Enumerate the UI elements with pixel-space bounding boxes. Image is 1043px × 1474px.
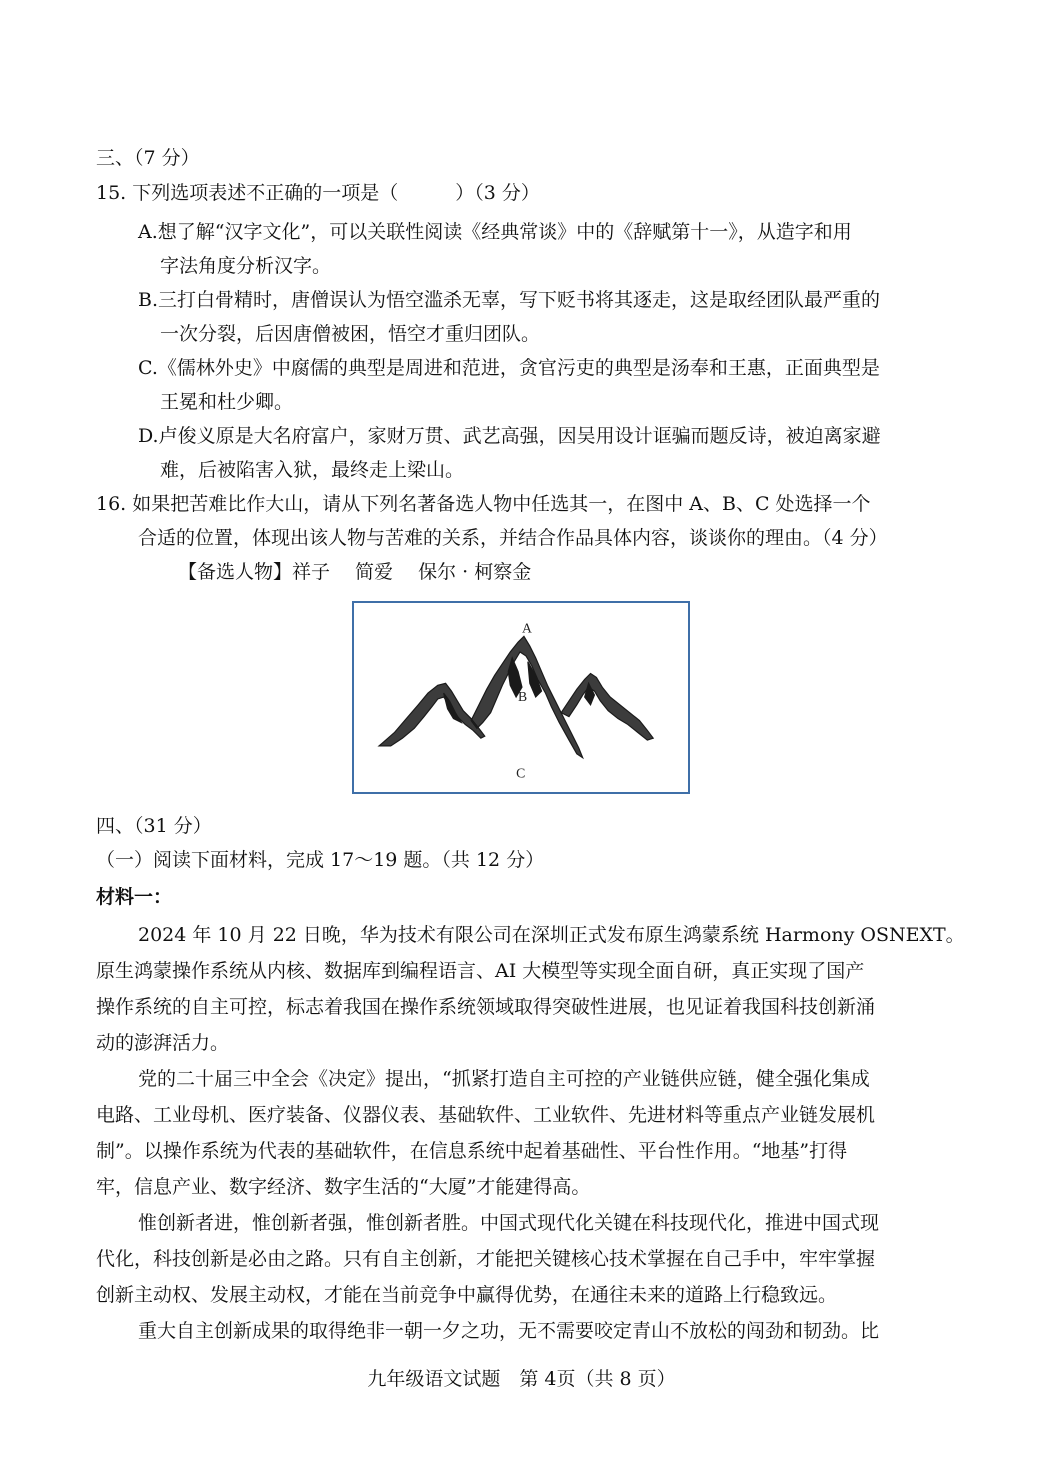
page-footer: 九年级语文试题 第 4页（共 8 页） [367, 1368, 676, 1390]
paragraph-line: 原生鸿蒙操作系统从内核、数据库到编程语言、AI 大模型等实现全面自研，真正实现了国产 [96, 960, 865, 982]
question-16-stem: 16. 如果把苦难比作大山，请从下列名著备选人物中任选其一，在图中 A、B、C 处选择一个 [96, 493, 871, 515]
question-15-option-c-cont: 王冕和杜少卿。 [160, 391, 294, 413]
question-15-option-c: C.《儒林外史》中腐儒的典型是周进和范进，贪官污吏的典型是汤奉和王惠，正面典型是 [138, 357, 880, 379]
paragraph-line: 代化，科技创新是必由之路。只有自主创新，才能把关键核心技术掌握在自己手中，牢牢掌握 [96, 1248, 876, 1270]
mountain-drawing [354, 603, 688, 792]
mountain-figure [352, 601, 690, 794]
question-15-option-a-cont: 字法角度分析汉字。 [160, 255, 332, 277]
paragraph-line: 操作系统的自主可控，标志着我国在操作系统领域取得突破性进展，也见证着我国科技创新涌 [96, 996, 876, 1018]
question-16-stem-cont: 合适的位置，体现出该人物与苦难的关系，并结合作品具体内容，谈谈你的理由。（4 分） [138, 527, 888, 549]
question-15-option-d-cont: 难，后被陷害入狱，最终走上梁山。 [160, 459, 465, 481]
question-15-option-a: A.想了解“汉字文化”，可以关联性阅读《经典常谈》中的《辞赋第十一》，从造字和用 [138, 221, 852, 243]
section-4-heading: 四、（31 分） [96, 815, 212, 837]
paragraph-line: 党的二十届三中全会《决定》提出，“抓紧打造自主可控的产业链供应链，健全强化集成 [138, 1068, 870, 1090]
paragraph-line: 惟创新者进，惟创新者强，惟创新者胜。中国式现代化关键在科技现代化，推进中国式现 [138, 1212, 880, 1234]
question-15-stem: 15. 下列选项表述不正确的一项是（ ）（3 分） [96, 182, 540, 204]
paragraph-line: 创新主动权、发展主动权，才能在当前竞争中赢得优势，在通往未来的道路上行稳致远。 [96, 1284, 838, 1306]
question-15-option-b-cont: 一次分裂，后因唐僧被困，悟空才重归团队。 [160, 323, 541, 345]
paragraph-line: 动的澎湃活力。 [96, 1032, 230, 1054]
material-one-title: 材料一： [96, 886, 173, 908]
label-b: B [518, 688, 528, 704]
section-3-heading: 三、（7 分） [96, 147, 200, 169]
question-15-option-b: B.三打白骨精时，唐僧误认为悟空滥杀无辜，写下贬书将其逐走，这是取经团队最严重的 [138, 289, 881, 311]
paragraph-line: 电路、工业母机、医疗装备、仪器仪表、基础软件、工业软件、先进材料等重点产业链发展机 [96, 1104, 876, 1126]
paragraph-line: 重大自主创新成果的取得绝非一朝一夕之功，无不需要咬定青山不放松的闯劲和韧劲。比 [138, 1320, 880, 1342]
paragraph-line: 牢，信息产业、数字经济、数字生活的“大厦”才能建得高。 [96, 1176, 591, 1198]
paragraph-line: 制”。以操作系统为代表的基础软件，在信息系统中起着基础性、平台性作用。“地基”打得 [96, 1140, 848, 1162]
question-15-option-d: D.卢俊义原是大名府富户，家财万贯、武艺高强，因吴用设计诓骗而题反诗，被迫离家避 [138, 425, 881, 447]
right-mountain-shape [561, 674, 653, 741]
left-mountain-shape [379, 683, 485, 746]
section-4-sub-heading: （一）阅读下面材料，完成 17～19 题。（共 12 分） [96, 849, 545, 871]
paragraph-line: 2024 年 10 月 22 日晚，华为技术有限公司在深圳正式发布原生鸿蒙系统 Harmony OSNEXT。 [138, 924, 965, 946]
label-c: C [516, 765, 526, 781]
question-16-candidates: 【备选人物】祥子 简爱 保尔 · 柯察金 [178, 561, 532, 583]
label-a: A [521, 620, 532, 636]
